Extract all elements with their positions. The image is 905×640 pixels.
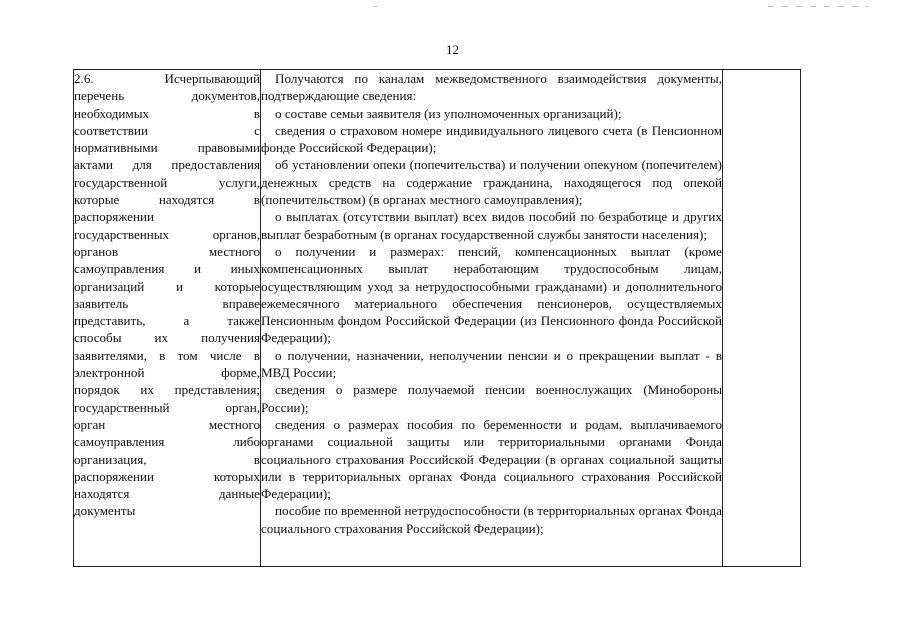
section-title-line: представить, а также (74, 313, 260, 329)
section-title-line: заявитель вправе (74, 295, 260, 311)
document-item: сведения о размерах пособия по беременности и родам, выплачиваемого органами социальной защиты или территориальными органами Фонда социального страхования Российской Федерации (в органах социальной защиты или в территориальных органах Фонда социального страхования Российской Федерации); (261, 416, 722, 502)
section-title-line: 2.6. Исчерпывающий (74, 71, 260, 86)
document-item: пособие по временной нетрудоспособности (в территориальных органах Фонда социального страхования Российской Федерации); (261, 503, 722, 536)
documents-intro: Получаются по каналам межведомственного взаимодействия документы, подтверждающие сведения: (261, 71, 722, 104)
section-title-line: государственных органов, (74, 226, 260, 242)
section-title-line: самоуправления и иных (74, 261, 260, 277)
section-title-line: которые находятся в (74, 192, 260, 208)
document-item: о составе семьи заявителя (из уполномоченных организаций); (275, 105, 622, 121)
document-table (73, 69, 801, 567)
section-title-line: распоряжении которых (74, 468, 260, 484)
document-item: об установлении опеки (попечительства) и получении опекуном (попечителем) денежных средств на содержание гражданина, находящегося под опекой (попечительством) (в органах местного самоуправления); (261, 157, 722, 208)
document-item: сведения о размере получаемой пенсии военнослужащих (Минобороны России); (261, 382, 722, 415)
section-title-line: находятся данные (74, 486, 260, 502)
section-title-line: распоряжении (74, 209, 155, 225)
section-title-line: электронной форме, (74, 365, 260, 381)
section-title-line: органов местного (74, 243, 260, 259)
section-title-line: документы (74, 503, 136, 519)
documents-list-cell (261, 70, 723, 567)
scan-artifact (768, 6, 868, 7)
document-item: о получении и размерах: пенсий, компенсационных выплат (кроме компенсационных выплат неработающим трудоспособным лицам, осуществляющим уход за нетрудоспособными гражданами) и дополнительного ежемесячного материального обеспечения пенсионеров, осуществляемых Пенсионным фондом Российской Федерации (из Пенсионного фонда Российской Федерации); (261, 243, 722, 346)
scan-artifact (374, 6, 377, 7)
section-title-line: соответствии с (74, 122, 260, 138)
section-title-line: необходимых в (74, 105, 260, 121)
section-title-line: перечень документов, (74, 88, 260, 104)
page-number: 12 (446, 42, 459, 57)
section-title-line: самоуправления либо (74, 434, 260, 450)
section-title (74, 70, 260, 520)
section-title-line: орган местного (74, 416, 260, 432)
documents-list (261, 70, 722, 537)
document-item: о выплатах (отсутствии выплат) всех видов пособий по безработице и других выплат безработным (в органах государственной службы занятости населения); (261, 209, 722, 242)
section-title-line: нормативными правовыми (74, 140, 260, 156)
section-title-line: способы их получения (74, 330, 260, 346)
section-title-line: заявителями, в том числе в (74, 347, 260, 363)
section-title-cell (74, 70, 261, 567)
section-title-line: организаций и которые (74, 278, 260, 294)
document-item: о получении, назначении, неполучении пенсии и о прекращении выплат - в МВД России; (261, 347, 722, 381)
document-item: сведения о страховом номере индивидуального лицевого счета (в Пенсионном фонде Российской Федерации); (261, 122, 722, 156)
section-title-line: актами для предоставления (74, 157, 260, 173)
section-title-line: порядок их представления; (74, 382, 260, 398)
section-title-line: государственной услуги, (74, 174, 260, 190)
section-title-line: государственный орган, (74, 399, 260, 415)
table-row (74, 70, 801, 567)
empty-cell (723, 70, 801, 567)
section-title-line: организация, в (74, 451, 260, 467)
